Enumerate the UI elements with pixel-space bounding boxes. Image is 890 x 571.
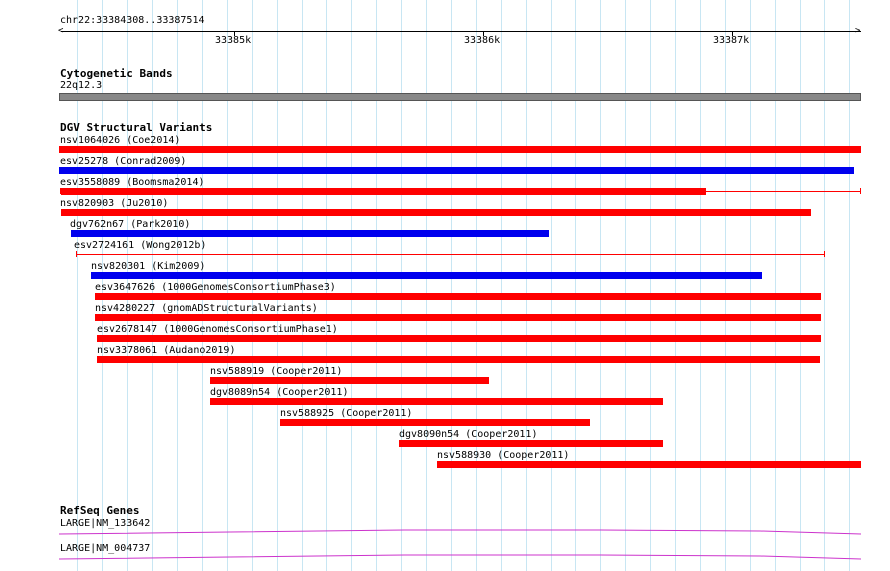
variant-extent-line	[706, 191, 861, 192]
ruler-tick-label: 33386k	[464, 35, 501, 46]
grid-line	[476, 0, 477, 571]
variant-bar[interactable]	[61, 188, 706, 195]
variant-bar[interactable]	[61, 209, 811, 216]
variant-label[interactable]: nsv3378061 (Audano2019)	[97, 345, 236, 356]
variant-bar[interactable]	[437, 461, 861, 468]
variant-extent-line[interactable]	[76, 254, 825, 255]
grid-line	[575, 0, 576, 571]
variant-label[interactable]: dgv8090n54 (Cooper2011)	[399, 429, 538, 440]
gene-intron-line	[59, 530, 861, 534]
variant-label[interactable]: nsv588925 (Cooper2011)	[280, 408, 413, 419]
grid-line	[401, 0, 402, 571]
grid-line	[824, 0, 825, 571]
variant-label[interactable]: nsv588919 (Cooper2011)	[210, 366, 343, 377]
variant-extent-cap	[860, 188, 861, 194]
variant-bar[interactable]	[280, 419, 590, 426]
cytoband-bar[interactable]	[59, 93, 861, 101]
variant-bar[interactable]	[210, 377, 489, 384]
variant-bar[interactable]	[71, 230, 549, 237]
grid-line	[725, 0, 726, 571]
cytoband-track-title: Cytogenetic Bands	[60, 67, 173, 80]
variant-label[interactable]: nsv588930 (Cooper2011)	[437, 450, 570, 461]
grid-line	[551, 0, 552, 571]
grid-line	[849, 0, 850, 571]
variant-bar[interactable]	[59, 146, 861, 153]
variant-label[interactable]: esv3558089 (Boomsma2014)	[60, 177, 205, 188]
variant-label[interactable]: esv3647626 (1000GenomesConsortiumPhase3)	[95, 282, 336, 293]
grid-line	[800, 0, 801, 571]
variant-bar[interactable]	[210, 398, 663, 405]
scroll-right-icon[interactable]: >	[855, 26, 861, 36]
grid-line	[675, 0, 676, 571]
region-label: chr22:33384308..33387514	[60, 15, 205, 26]
variant-label[interactable]: nsv820903 (Ju2010)	[60, 198, 169, 209]
grid-line	[700, 0, 701, 571]
gene-label[interactable]: LARGE|NM_133642	[60, 518, 151, 529]
grid-line	[650, 0, 651, 571]
grid-line	[451, 0, 452, 571]
cytoband-label: 22q12.3	[60, 80, 103, 91]
refseq-track-title: RefSeq Genes	[60, 504, 140, 517]
ruler-tick-label: 33385k	[215, 35, 252, 46]
grid-line	[426, 0, 427, 571]
grid-line	[600, 0, 601, 571]
grid-line	[351, 0, 352, 571]
variant-bar[interactable]	[59, 167, 854, 174]
variant-bar[interactable]	[95, 314, 821, 321]
gene-model-nm-004737[interactable]	[0, 551, 890, 561]
variant-label[interactable]: dgv762n67 (Park2010)	[70, 219, 191, 230]
grid-line	[376, 0, 377, 571]
variant-bar[interactable]	[97, 335, 821, 342]
variant-label[interactable]: nsv1064026 (Coe2014)	[60, 135, 181, 146]
variant-bar[interactable]	[95, 293, 821, 300]
gene-label[interactable]: LARGE|NM_004737	[60, 543, 151, 554]
variant-extent-cap	[60, 188, 61, 194]
variant-bar[interactable]	[97, 356, 820, 363]
variant-label[interactable]: esv2678147 (1000GenomesConsortiumPhase1)	[97, 324, 338, 335]
variant-bar[interactable]	[399, 440, 663, 447]
ruler-tick-label: 33387k	[713, 35, 750, 46]
dgv-track-title: DGV Structural Variants	[60, 121, 213, 134]
variant-label[interactable]: esv25278 (Conrad2009)	[60, 156, 187, 167]
grid-line	[750, 0, 751, 571]
gene-model-nm-133642[interactable]	[0, 527, 890, 537]
variant-extent-cap	[76, 251, 77, 257]
grid-line	[501, 0, 502, 571]
variant-bar[interactable]	[91, 272, 762, 279]
ruler-axis	[61, 31, 861, 32]
variant-label[interactable]: nsv820301 (Kim2009)	[91, 261, 206, 272]
gene-intron-line	[59, 555, 861, 559]
scroll-left-icon[interactable]: <	[58, 26, 64, 36]
grid-line	[775, 0, 776, 571]
grid-line	[625, 0, 626, 571]
variant-label[interactable]: nsv4280227 (gnomADStructuralVariants)	[95, 303, 318, 314]
variant-label[interactable]: esv2724161 (Wong2012b)	[74, 240, 207, 251]
grid-line	[526, 0, 527, 571]
variant-label[interactable]: dgv8089n54 (Cooper2011)	[210, 387, 349, 398]
variant-extent-cap	[824, 251, 825, 257]
